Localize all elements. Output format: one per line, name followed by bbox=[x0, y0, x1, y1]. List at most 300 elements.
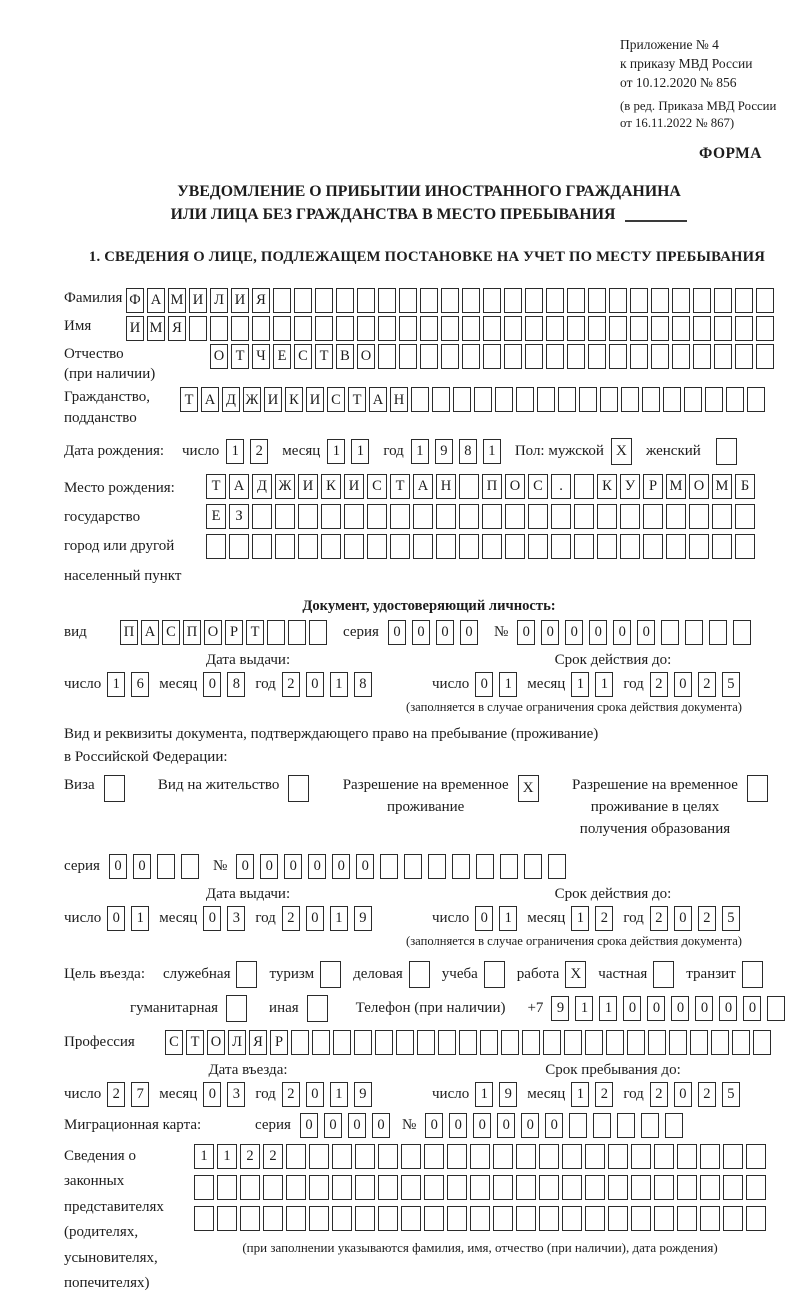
char-cell[interactable] bbox=[684, 387, 702, 412]
char-cell[interactable] bbox=[378, 288, 396, 313]
purpose-transit-checkbox[interactable] bbox=[742, 961, 763, 988]
char-cell[interactable]: 0 bbox=[541, 620, 559, 645]
char-cell[interactable]: 5 bbox=[722, 672, 740, 697]
char-cell[interactable] bbox=[336, 316, 354, 341]
char-cell[interactable] bbox=[677, 1175, 697, 1200]
char-cell[interactable]: 0 bbox=[743, 996, 761, 1021]
char-cell[interactable] bbox=[539, 1144, 559, 1169]
char-cell[interactable]: 1 bbox=[411, 439, 429, 464]
char-cell[interactable]: И bbox=[126, 316, 144, 341]
char-cell[interactable] bbox=[588, 288, 606, 313]
char-cell[interactable]: 0 bbox=[517, 620, 535, 645]
char-cell[interactable]: Т bbox=[231, 344, 249, 369]
char-cell[interactable]: К bbox=[597, 474, 617, 499]
char-cell[interactable]: 0 bbox=[613, 620, 631, 645]
char-cell[interactable] bbox=[493, 1206, 513, 1231]
char-cell[interactable] bbox=[355, 1206, 375, 1231]
char-cell[interactable]: 1 bbox=[499, 906, 517, 931]
char-cell[interactable] bbox=[424, 1144, 444, 1169]
char-cell[interactable] bbox=[291, 1030, 309, 1055]
char-cell[interactable]: 0 bbox=[473, 1113, 491, 1138]
char-cell[interactable] bbox=[194, 1175, 214, 1200]
char-cell[interactable]: 5 bbox=[722, 1082, 740, 1107]
char-cell[interactable]: 9 bbox=[354, 1082, 372, 1107]
char-cell[interactable] bbox=[569, 1113, 587, 1138]
char-cell[interactable] bbox=[309, 620, 327, 645]
char-cell[interactable] bbox=[354, 1030, 372, 1055]
char-cell[interactable] bbox=[562, 1206, 582, 1231]
char-cell[interactable] bbox=[756, 316, 774, 341]
char-cell[interactable] bbox=[378, 316, 396, 341]
char-cell[interactable] bbox=[309, 1206, 329, 1231]
char-cell[interactable]: 0 bbox=[284, 854, 302, 879]
char-cell[interactable] bbox=[546, 288, 564, 313]
char-cell[interactable] bbox=[669, 1030, 687, 1055]
char-cell[interactable] bbox=[677, 1144, 697, 1169]
char-cell[interactable] bbox=[447, 1206, 467, 1231]
char-cell[interactable]: О bbox=[210, 344, 228, 369]
char-cell[interactable]: 0 bbox=[436, 620, 454, 645]
char-cell[interactable] bbox=[378, 1206, 398, 1231]
char-cell[interactable] bbox=[714, 316, 732, 341]
char-cell[interactable]: Т bbox=[180, 387, 198, 412]
char-cell[interactable]: Р bbox=[643, 474, 663, 499]
char-cell[interactable] bbox=[574, 534, 594, 559]
char-cell[interactable]: И bbox=[264, 387, 282, 412]
char-cell[interactable] bbox=[288, 620, 306, 645]
char-cell[interactable]: 0 bbox=[308, 854, 326, 879]
char-cell[interactable] bbox=[401, 1206, 421, 1231]
char-cell[interactable] bbox=[609, 288, 627, 313]
char-cell[interactable] bbox=[273, 316, 291, 341]
visa-checkbox[interactable] bbox=[104, 775, 125, 802]
char-cell[interactable] bbox=[593, 1113, 611, 1138]
char-cell[interactable]: С bbox=[327, 387, 345, 412]
char-cell[interactable] bbox=[617, 1113, 635, 1138]
char-cell[interactable] bbox=[462, 316, 480, 341]
char-cell[interactable] bbox=[723, 1144, 743, 1169]
char-cell[interactable]: М bbox=[147, 316, 165, 341]
char-cell[interactable] bbox=[420, 316, 438, 341]
char-cell[interactable]: М bbox=[712, 474, 732, 499]
char-cell[interactable] bbox=[620, 504, 640, 529]
char-cell[interactable] bbox=[438, 1030, 456, 1055]
char-cell[interactable] bbox=[275, 504, 295, 529]
char-cell[interactable]: 2 bbox=[595, 906, 613, 931]
char-cell[interactable]: 0 bbox=[133, 854, 151, 879]
char-cell[interactable]: 0 bbox=[647, 996, 665, 1021]
char-cell[interactable] bbox=[267, 620, 285, 645]
char-cell[interactable]: П bbox=[120, 620, 138, 645]
char-cell[interactable] bbox=[546, 316, 564, 341]
char-cell[interactable]: И bbox=[306, 387, 324, 412]
char-cell[interactable] bbox=[504, 316, 522, 341]
char-cell[interactable] bbox=[642, 387, 660, 412]
char-cell[interactable]: А bbox=[141, 620, 159, 645]
char-cell[interactable] bbox=[672, 344, 690, 369]
purpose-tourism-checkbox[interactable] bbox=[320, 961, 341, 988]
char-cell[interactable] bbox=[240, 1175, 260, 1200]
char-cell[interactable]: 0 bbox=[260, 854, 278, 879]
char-cell[interactable] bbox=[332, 1144, 352, 1169]
char-cell[interactable] bbox=[474, 387, 492, 412]
char-cell[interactable] bbox=[726, 387, 744, 412]
char-cell[interactable] bbox=[309, 1144, 329, 1169]
char-cell[interactable]: Л bbox=[228, 1030, 246, 1055]
char-cell[interactable]: С bbox=[294, 344, 312, 369]
char-cell[interactable]: Б bbox=[735, 474, 755, 499]
purpose-business-checkbox[interactable] bbox=[409, 961, 430, 988]
char-cell[interactable] bbox=[380, 854, 398, 879]
char-cell[interactable]: 9 bbox=[354, 906, 372, 931]
char-cell[interactable] bbox=[539, 1175, 559, 1200]
char-cell[interactable] bbox=[493, 1144, 513, 1169]
char-cell[interactable] bbox=[157, 854, 175, 879]
char-cell[interactable] bbox=[495, 387, 513, 412]
char-cell[interactable] bbox=[470, 1144, 490, 1169]
char-cell[interactable] bbox=[501, 1030, 519, 1055]
purpose-official-checkbox[interactable] bbox=[236, 961, 257, 988]
char-cell[interactable] bbox=[627, 1030, 645, 1055]
char-cell[interactable]: 0 bbox=[475, 672, 493, 697]
char-cell[interactable] bbox=[558, 387, 576, 412]
char-cell[interactable] bbox=[746, 1206, 766, 1231]
char-cell[interactable]: С bbox=[528, 474, 548, 499]
char-cell[interactable] bbox=[505, 534, 525, 559]
char-cell[interactable] bbox=[562, 1175, 582, 1200]
char-cell[interactable] bbox=[528, 504, 548, 529]
char-cell[interactable]: 2 bbox=[282, 1082, 300, 1107]
char-cell[interactable]: Д bbox=[222, 387, 240, 412]
char-cell[interactable] bbox=[399, 344, 417, 369]
char-cell[interactable] bbox=[483, 316, 501, 341]
sex-male-checkbox[interactable]: X bbox=[611, 438, 632, 465]
char-cell[interactable] bbox=[378, 1144, 398, 1169]
char-cell[interactable] bbox=[482, 534, 502, 559]
char-cell[interactable] bbox=[522, 1030, 540, 1055]
char-cell[interactable] bbox=[543, 1030, 561, 1055]
char-cell[interactable]: Ж bbox=[243, 387, 261, 412]
char-cell[interactable] bbox=[424, 1206, 444, 1231]
char-cell[interactable] bbox=[711, 1030, 729, 1055]
char-cell[interactable] bbox=[630, 316, 648, 341]
char-cell[interactable] bbox=[654, 1144, 674, 1169]
char-cell[interactable] bbox=[756, 344, 774, 369]
char-cell[interactable] bbox=[459, 504, 479, 529]
char-cell[interactable]: 0 bbox=[425, 1113, 443, 1138]
char-cell[interactable]: 0 bbox=[109, 854, 127, 879]
char-cell[interactable]: В bbox=[336, 344, 354, 369]
char-cell[interactable] bbox=[493, 1175, 513, 1200]
char-cell[interactable]: 0 bbox=[306, 672, 324, 697]
char-cell[interactable] bbox=[548, 854, 566, 879]
char-cell[interactable]: 2 bbox=[698, 906, 716, 931]
char-cell[interactable]: 8 bbox=[354, 672, 372, 697]
char-cell[interactable] bbox=[524, 854, 542, 879]
char-cell[interactable] bbox=[401, 1144, 421, 1169]
char-cell[interactable] bbox=[470, 1206, 490, 1231]
char-cell[interactable] bbox=[355, 1144, 375, 1169]
char-cell[interactable] bbox=[344, 504, 364, 529]
char-cell[interactable] bbox=[643, 504, 663, 529]
char-cell[interactable] bbox=[709, 620, 727, 645]
char-cell[interactable] bbox=[528, 534, 548, 559]
char-cell[interactable]: 1 bbox=[351, 439, 369, 464]
char-cell[interactable] bbox=[735, 288, 753, 313]
char-cell[interactable] bbox=[206, 534, 226, 559]
char-cell[interactable] bbox=[459, 474, 479, 499]
char-cell[interactable] bbox=[600, 387, 618, 412]
char-cell[interactable]: 0 bbox=[671, 996, 689, 1021]
char-cell[interactable] bbox=[666, 504, 686, 529]
char-cell[interactable] bbox=[685, 620, 703, 645]
char-cell[interactable] bbox=[551, 504, 571, 529]
char-cell[interactable] bbox=[286, 1175, 306, 1200]
char-cell[interactable]: 9 bbox=[435, 439, 453, 464]
char-cell[interactable] bbox=[588, 316, 606, 341]
char-cell[interactable]: Т bbox=[315, 344, 333, 369]
char-cell[interactable] bbox=[700, 1206, 720, 1231]
char-cell[interactable] bbox=[609, 316, 627, 341]
purpose-work-checkbox[interactable]: X bbox=[565, 961, 586, 988]
char-cell[interactable] bbox=[189, 316, 207, 341]
char-cell[interactable]: 2 bbox=[698, 672, 716, 697]
char-cell[interactable] bbox=[357, 316, 375, 341]
char-cell[interactable] bbox=[746, 1144, 766, 1169]
char-cell[interactable] bbox=[309, 1175, 329, 1200]
char-cell[interactable]: 2 bbox=[650, 672, 668, 697]
char-cell[interactable] bbox=[621, 387, 639, 412]
char-cell[interactable] bbox=[480, 1030, 498, 1055]
char-cell[interactable] bbox=[574, 504, 594, 529]
char-cell[interactable] bbox=[551, 534, 571, 559]
char-cell[interactable] bbox=[643, 534, 663, 559]
char-cell[interactable]: 0 bbox=[497, 1113, 515, 1138]
char-cell[interactable] bbox=[411, 387, 429, 412]
char-cell[interactable]: О bbox=[207, 1030, 225, 1055]
char-cell[interactable] bbox=[733, 620, 751, 645]
char-cell[interactable] bbox=[597, 534, 617, 559]
char-cell[interactable]: 1 bbox=[599, 996, 617, 1021]
char-cell[interactable]: А bbox=[413, 474, 433, 499]
char-cell[interactable]: А bbox=[369, 387, 387, 412]
char-cell[interactable]: 0 bbox=[203, 906, 221, 931]
char-cell[interactable]: 0 bbox=[324, 1113, 342, 1138]
char-cell[interactable]: 2 bbox=[698, 1082, 716, 1107]
char-cell[interactable]: 0 bbox=[623, 996, 641, 1021]
char-cell[interactable]: 9 bbox=[499, 1082, 517, 1107]
char-cell[interactable] bbox=[564, 1030, 582, 1055]
char-cell[interactable] bbox=[631, 1206, 651, 1231]
char-cell[interactable]: 3 bbox=[227, 906, 245, 931]
temp-residence-edu-checkbox[interactable] bbox=[747, 775, 768, 802]
char-cell[interactable]: 1 bbox=[330, 672, 348, 697]
char-cell[interactable]: И bbox=[298, 474, 318, 499]
char-cell[interactable] bbox=[420, 344, 438, 369]
char-cell[interactable] bbox=[462, 288, 480, 313]
char-cell[interactable] bbox=[181, 854, 199, 879]
char-cell[interactable] bbox=[723, 1175, 743, 1200]
char-cell[interactable]: К bbox=[321, 474, 341, 499]
char-cell[interactable]: 1 bbox=[330, 1082, 348, 1107]
char-cell[interactable] bbox=[286, 1144, 306, 1169]
char-cell[interactable] bbox=[252, 316, 270, 341]
char-cell[interactable]: Я bbox=[168, 316, 186, 341]
char-cell[interactable]: Т bbox=[186, 1030, 204, 1055]
char-cell[interactable]: 1 bbox=[571, 906, 589, 931]
char-cell[interactable]: Я bbox=[252, 288, 270, 313]
char-cell[interactable] bbox=[648, 1030, 666, 1055]
char-cell[interactable]: 2 bbox=[282, 672, 300, 697]
char-cell[interactable] bbox=[562, 1144, 582, 1169]
char-cell[interactable] bbox=[735, 316, 753, 341]
char-cell[interactable]: Ж bbox=[275, 474, 295, 499]
char-cell[interactable] bbox=[567, 316, 585, 341]
char-cell[interactable]: 0 bbox=[332, 854, 350, 879]
char-cell[interactable] bbox=[631, 1175, 651, 1200]
char-cell[interactable]: 8 bbox=[459, 439, 477, 464]
char-cell[interactable] bbox=[663, 387, 681, 412]
char-cell[interactable]: 1 bbox=[571, 672, 589, 697]
char-cell[interactable] bbox=[332, 1175, 352, 1200]
char-cell[interactable] bbox=[315, 316, 333, 341]
char-cell[interactable] bbox=[712, 534, 732, 559]
char-cell[interactable] bbox=[714, 288, 732, 313]
char-cell[interactable]: О bbox=[505, 474, 525, 499]
char-cell[interactable]: Д bbox=[252, 474, 272, 499]
char-cell[interactable] bbox=[525, 344, 543, 369]
char-cell[interactable] bbox=[609, 344, 627, 369]
char-cell[interactable] bbox=[654, 1175, 674, 1200]
purpose-private-checkbox[interactable] bbox=[653, 961, 674, 988]
char-cell[interactable] bbox=[217, 1206, 237, 1231]
char-cell[interactable] bbox=[286, 1206, 306, 1231]
char-cell[interactable] bbox=[404, 854, 422, 879]
char-cell[interactable]: 2 bbox=[650, 1082, 668, 1107]
char-cell[interactable] bbox=[240, 1206, 260, 1231]
purpose-other-checkbox[interactable] bbox=[307, 995, 328, 1022]
char-cell[interactable]: Ч bbox=[252, 344, 270, 369]
char-cell[interactable] bbox=[273, 288, 291, 313]
char-cell[interactable]: Н bbox=[436, 474, 456, 499]
char-cell[interactable] bbox=[432, 387, 450, 412]
char-cell[interactable]: 0 bbox=[236, 854, 254, 879]
char-cell[interactable] bbox=[606, 1030, 624, 1055]
char-cell[interactable]: 0 bbox=[545, 1113, 563, 1138]
char-cell[interactable] bbox=[693, 344, 711, 369]
char-cell[interactable] bbox=[585, 1206, 605, 1231]
char-cell[interactable] bbox=[252, 504, 272, 529]
char-cell[interactable]: О bbox=[357, 344, 375, 369]
char-cell[interactable]: 2 bbox=[263, 1144, 283, 1169]
char-cell[interactable]: 0 bbox=[203, 672, 221, 697]
char-cell[interactable] bbox=[275, 534, 295, 559]
char-cell[interactable] bbox=[672, 288, 690, 313]
char-cell[interactable]: Л bbox=[210, 288, 228, 313]
char-cell[interactable]: Е bbox=[206, 504, 226, 529]
char-cell[interactable] bbox=[579, 387, 597, 412]
char-cell[interactable]: 8 bbox=[227, 672, 245, 697]
char-cell[interactable] bbox=[378, 344, 396, 369]
char-cell[interactable] bbox=[194, 1206, 214, 1231]
char-cell[interactable] bbox=[585, 1030, 603, 1055]
char-cell[interactable] bbox=[399, 288, 417, 313]
char-cell[interactable]: М bbox=[666, 474, 686, 499]
char-cell[interactable] bbox=[567, 344, 585, 369]
char-cell[interactable]: 0 bbox=[372, 1113, 390, 1138]
char-cell[interactable] bbox=[654, 1206, 674, 1231]
char-cell[interactable] bbox=[500, 854, 518, 879]
char-cell[interactable] bbox=[525, 316, 543, 341]
char-cell[interactable]: 0 bbox=[300, 1113, 318, 1138]
char-cell[interactable] bbox=[231, 316, 249, 341]
char-cell[interactable] bbox=[424, 1175, 444, 1200]
char-cell[interactable] bbox=[714, 344, 732, 369]
char-cell[interactable]: 1 bbox=[107, 672, 125, 697]
char-cell[interactable] bbox=[539, 1206, 559, 1231]
char-cell[interactable]: 0 bbox=[306, 906, 324, 931]
char-cell[interactable]: 2 bbox=[595, 1082, 613, 1107]
char-cell[interactable]: 1 bbox=[595, 672, 613, 697]
char-cell[interactable] bbox=[585, 1175, 605, 1200]
char-cell[interactable] bbox=[436, 534, 456, 559]
char-cell[interactable]: 2 bbox=[250, 439, 268, 464]
char-cell[interactable] bbox=[441, 316, 459, 341]
char-cell[interactable] bbox=[367, 534, 387, 559]
char-cell[interactable] bbox=[665, 1113, 683, 1138]
char-cell[interactable]: 0 bbox=[637, 620, 655, 645]
char-cell[interactable] bbox=[651, 344, 669, 369]
char-cell[interactable] bbox=[516, 1175, 536, 1200]
char-cell[interactable] bbox=[546, 344, 564, 369]
char-cell[interactable]: Т bbox=[348, 387, 366, 412]
char-cell[interactable] bbox=[321, 504, 341, 529]
char-cell[interactable] bbox=[436, 504, 456, 529]
temp-residence-checkbox[interactable]: X bbox=[518, 775, 539, 802]
char-cell[interactable] bbox=[723, 1206, 743, 1231]
char-cell[interactable] bbox=[631, 1144, 651, 1169]
char-cell[interactable] bbox=[620, 534, 640, 559]
char-cell[interactable] bbox=[355, 1175, 375, 1200]
char-cell[interactable] bbox=[574, 474, 594, 499]
char-cell[interactable] bbox=[263, 1206, 283, 1231]
char-cell[interactable] bbox=[378, 1175, 398, 1200]
char-cell[interactable] bbox=[399, 316, 417, 341]
char-cell[interactable]: И bbox=[231, 288, 249, 313]
char-cell[interactable]: 1 bbox=[483, 439, 501, 464]
char-cell[interactable]: 0 bbox=[107, 906, 125, 931]
char-cell[interactable] bbox=[651, 288, 669, 313]
char-cell[interactable] bbox=[357, 288, 375, 313]
char-cell[interactable] bbox=[505, 504, 525, 529]
char-cell[interactable] bbox=[298, 504, 318, 529]
char-cell[interactable] bbox=[396, 1030, 414, 1055]
char-cell[interactable]: П bbox=[183, 620, 201, 645]
char-cell[interactable]: Т bbox=[246, 620, 264, 645]
char-cell[interactable]: И bbox=[189, 288, 207, 313]
char-cell[interactable]: М bbox=[168, 288, 186, 313]
char-cell[interactable]: 0 bbox=[674, 1082, 692, 1107]
char-cell[interactable] bbox=[441, 288, 459, 313]
char-cell[interactable]: Р bbox=[270, 1030, 288, 1055]
char-cell[interactable]: 2 bbox=[650, 906, 668, 931]
char-cell[interactable]: 0 bbox=[521, 1113, 539, 1138]
char-cell[interactable] bbox=[390, 534, 410, 559]
char-cell[interactable] bbox=[597, 504, 617, 529]
char-cell[interactable] bbox=[428, 854, 446, 879]
char-cell[interactable]: 0 bbox=[388, 620, 406, 645]
char-cell[interactable] bbox=[767, 996, 785, 1021]
